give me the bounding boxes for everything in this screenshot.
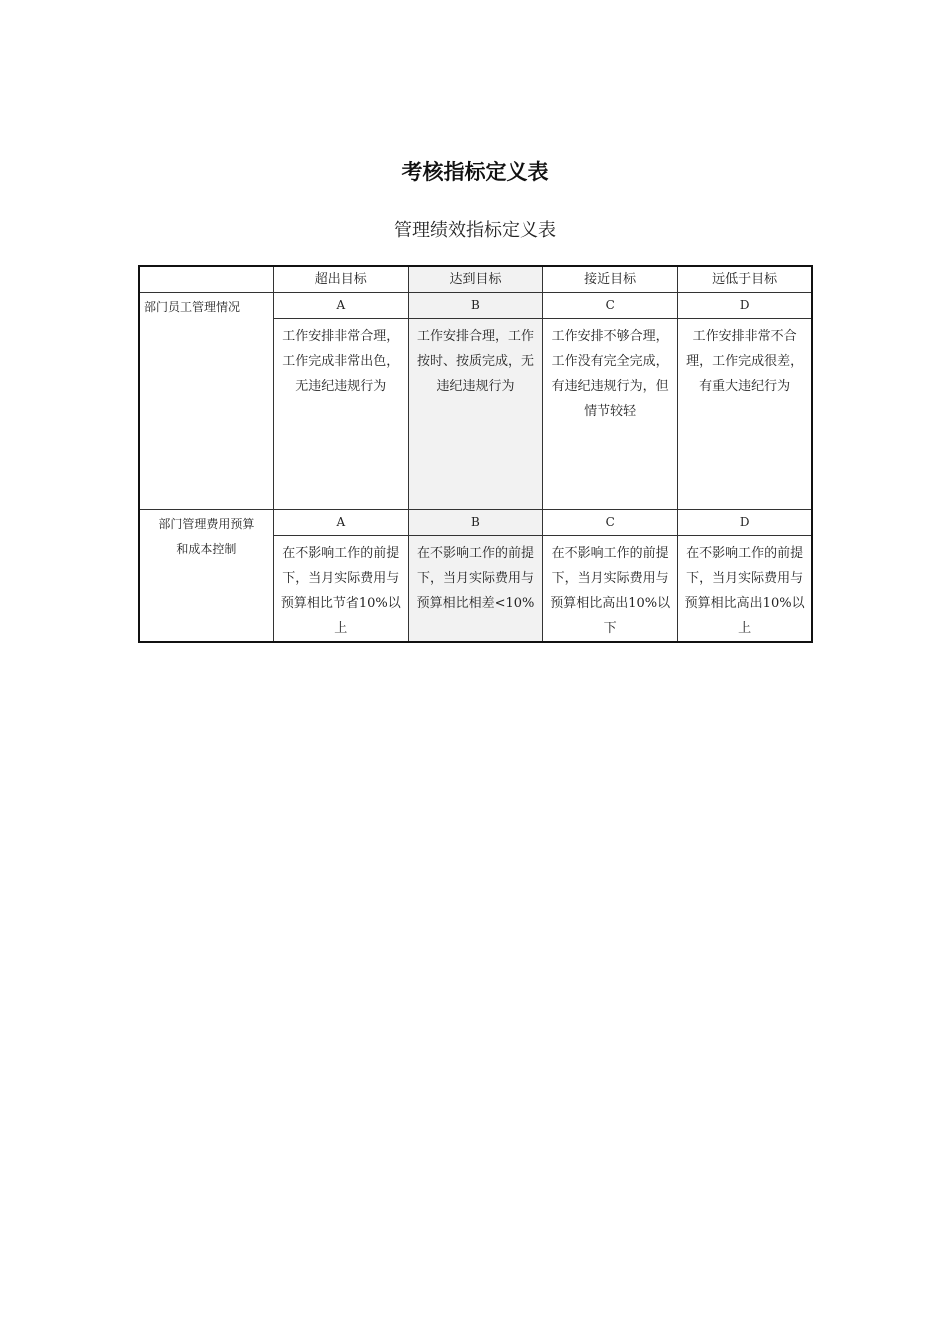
row-label-line: 部门管理费用预算	[158, 517, 255, 531]
grade-cell: C	[543, 510, 678, 536]
corner-cell	[139, 266, 273, 293]
table-row	[139, 510, 812, 536]
grade-cell: D	[678, 510, 812, 536]
table-row	[139, 293, 812, 319]
description-cell: 在不影响工作的前提下，当月实际费用与预算相比高出10%以下	[543, 536, 678, 643]
row-label-staff-management	[139, 293, 273, 510]
header-near-target: 接近目标	[543, 266, 678, 293]
row-label-budget-control	[139, 510, 273, 643]
description-cell: 工作安排非常不合理，工作完成很差，有重大违纪行为	[678, 319, 812, 510]
grade-cell: B	[408, 293, 542, 319]
description-cell: 在不影响工作的前提下，当月实际费用与预算相比高出10%以上	[678, 536, 812, 643]
header-far-below-target: 远低于目标	[678, 266, 812, 293]
header-exceed-target: 超出目标	[273, 266, 408, 293]
description-cell: 工作安排合理，工作按时、按质完成，无违纪违规行为	[408, 319, 542, 510]
kpi-definition-table	[138, 265, 813, 643]
table-subtitle: 管理绩效指标定义表	[394, 220, 556, 241]
row-label-line: 和成本控制	[176, 542, 237, 556]
header-row	[139, 266, 812, 293]
header-meet-target: 达到目标	[408, 266, 542, 293]
description-cell: 工作安排非常合理，工作完成非常出色，无违纪违规行为	[273, 319, 408, 510]
grade-cell: A	[273, 510, 408, 536]
description-cell: 在不影响工作的前提下，当月实际费用与预算相比节省10%以上	[273, 536, 408, 643]
grade-cell: C	[543, 293, 678, 319]
description-cell: 在不影响工作的前提下，当月实际费用与预算相比相差<10%	[408, 536, 542, 643]
grade-cell: D	[678, 293, 812, 319]
grade-cell: B	[408, 510, 542, 536]
page-title: 考核指标定义表	[401, 160, 549, 184]
description-cell: 工作安排不够合理，工作没有完全完成，有违纪违规行为，但情节较轻	[543, 319, 678, 510]
row-label-line: 部门员工管理情况	[144, 300, 241, 314]
grade-cell: A	[273, 293, 408, 319]
